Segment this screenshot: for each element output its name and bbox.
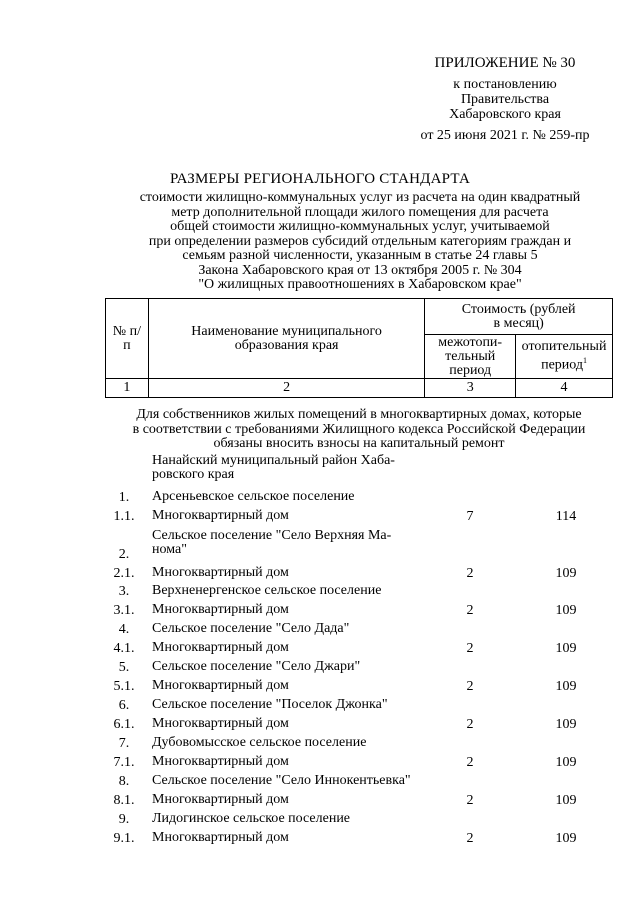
row-name: Многоквартирный дом bbox=[152, 754, 289, 769]
row-offseason-value: 2 bbox=[466, 641, 474, 656]
row-offseason-value: 2 bbox=[466, 755, 474, 770]
row-offseason-value: 2 bbox=[466, 831, 474, 846]
row-heating-value: 109 bbox=[555, 566, 577, 581]
row-number: 2. bbox=[118, 547, 130, 562]
row-name: Сельское поселение "Село Джари" bbox=[152, 659, 361, 674]
row-number: 4. bbox=[118, 622, 130, 637]
row-number: 1.1. bbox=[113, 509, 135, 524]
row-heating-value: 109 bbox=[555, 793, 577, 808]
row-name: Многоквартирный дом bbox=[152, 792, 289, 807]
row-number: 8. bbox=[118, 774, 130, 789]
row-name: Верхненергенское сельское поселение bbox=[152, 583, 382, 598]
appendix-block bbox=[405, 56, 605, 143]
row-heating-value: 109 bbox=[555, 831, 577, 846]
col-index: 3 bbox=[425, 379, 516, 398]
document-subtitle bbox=[110, 191, 610, 293]
row-heating-value: 109 bbox=[555, 641, 577, 656]
row-name: Нанайский муниципальный район Хаба-ровского края bbox=[152, 453, 395, 482]
row-name: Многоквартирный дом bbox=[152, 830, 289, 845]
table-row bbox=[0, 641, 640, 660]
table-header bbox=[105, 298, 613, 398]
section-line: в соответствии с требованиями Жилищного кодекса Российской Федерации bbox=[132, 421, 586, 437]
row-name: Многоквартирный дом bbox=[152, 716, 289, 731]
table-row bbox=[0, 584, 640, 603]
row-name: Дубовомысское сельское поселение bbox=[152, 735, 367, 750]
footnote-mark: 1 bbox=[583, 356, 587, 366]
row-number: 6.1. bbox=[113, 717, 135, 732]
row-name: Многоквартирный дом bbox=[152, 640, 289, 655]
subtitle-line: общей стоимости жилищно-коммунальных услуг, учитываемой bbox=[170, 219, 550, 234]
row-heating-value: 109 bbox=[555, 717, 577, 732]
row-number: 8.1. bbox=[113, 793, 135, 808]
table-row bbox=[0, 812, 640, 831]
row-offseason-value: 2 bbox=[466, 717, 474, 732]
table-row bbox=[0, 490, 640, 509]
table-row bbox=[0, 774, 640, 793]
row-number: 5.1. bbox=[113, 679, 135, 694]
section-line: обязаны вносить взносы на капитальный ремонт bbox=[213, 436, 505, 451]
table-row bbox=[0, 622, 640, 641]
table-row bbox=[0, 660, 640, 679]
row-name: Сельское поселение "Село Дада" bbox=[152, 621, 350, 636]
row-number: 5. bbox=[118, 660, 130, 675]
table-row bbox=[0, 566, 640, 584]
appendix-line: Правительства bbox=[460, 92, 550, 107]
row-name: Лидогинское сельское поселение bbox=[152, 811, 351, 826]
table-row bbox=[0, 509, 640, 529]
row-name: Многоквартирный дом bbox=[152, 508, 289, 523]
subtitle-line: при определении размеров субсидий отдельным категориям граждан и bbox=[148, 233, 572, 249]
row-heating-value: 109 bbox=[555, 755, 577, 770]
col-heating-header: отопительный период$^1$ bbox=[516, 335, 613, 379]
row-name: Арсеньевское сельское поселение bbox=[152, 489, 355, 504]
row-name: Многоквартирный дом bbox=[152, 678, 289, 693]
row-heating-value: 114 bbox=[555, 509, 577, 524]
col-num-header: № п/п bbox=[106, 299, 149, 379]
subtitle-line: семьям разной численности, указанным в статье 24 главы 5 bbox=[182, 248, 538, 263]
appendix-title: ПРИЛОЖЕНИЕ № 30 bbox=[434, 55, 576, 71]
table-row bbox=[0, 603, 640, 622]
subtitle-line: метр дополнительной площади жилого помещения для расчета bbox=[171, 204, 549, 220]
table-row bbox=[0, 717, 640, 736]
row-offseason-value: 7 bbox=[466, 509, 474, 524]
col-index: 1 bbox=[106, 379, 149, 398]
table-row bbox=[0, 529, 640, 566]
table-row bbox=[0, 679, 640, 698]
table-row bbox=[0, 793, 640, 812]
row-heating-value: 109 bbox=[555, 603, 577, 618]
row-heating-value: 109 bbox=[555, 679, 577, 694]
subtitle-line: "О жилищных правоотношениях в Хабаровском крае" bbox=[198, 277, 522, 292]
row-number: 2.1. bbox=[113, 566, 135, 581]
table-row bbox=[0, 736, 640, 755]
row-name: Сельское поселение "Село Иннокентьевка" bbox=[152, 773, 411, 788]
row-name: Многоквартирный дом bbox=[152, 602, 289, 617]
appendix-line: к постановлению bbox=[453, 77, 557, 92]
section-heading bbox=[105, 408, 613, 452]
row-number: 9. bbox=[118, 812, 130, 827]
row-number: 3.1. bbox=[113, 603, 135, 618]
table-row bbox=[0, 454, 640, 490]
row-number: 1. bbox=[118, 490, 130, 505]
row-offseason-value: 2 bbox=[466, 679, 474, 694]
appendix-date: от 25 июня 2021 г. № 259-пр bbox=[420, 128, 590, 143]
row-number: 7. bbox=[118, 736, 130, 751]
table-row bbox=[0, 755, 640, 774]
row-number: 4.1. bbox=[113, 641, 135, 656]
table-row bbox=[0, 831, 640, 850]
row-number: 9.1. bbox=[113, 831, 135, 846]
col-index: 4 bbox=[516, 379, 613, 398]
row-offseason-value: 2 bbox=[466, 566, 474, 581]
col-name-header: Наименование муниципального образования края bbox=[148, 299, 424, 379]
col-cost-header: Стоимость (рублей в месяц) bbox=[425, 299, 613, 335]
col-index: 2 bbox=[148, 379, 424, 398]
row-offseason-value: 2 bbox=[466, 793, 474, 808]
row-number: 7.1. bbox=[113, 755, 135, 770]
row-name: Сельское поселение "Поселок Джонка" bbox=[152, 697, 388, 712]
row-number: 6. bbox=[118, 698, 130, 713]
row-name: Многоквартирный дом bbox=[152, 565, 289, 580]
row-number: 3. bbox=[118, 584, 130, 599]
col-offseason-header: межотопи-тельный период bbox=[425, 335, 516, 379]
subtitle-line: Закона Хабаровского края от 13 октября 2005 г. № 304 bbox=[198, 262, 522, 278]
row-offseason-value: 2 bbox=[466, 603, 474, 618]
subtitle-line: стоимости жилищно-коммунальных услуг из расчета на один квадратный bbox=[139, 190, 581, 205]
document-title: РАЗМЕРЫ РЕГИОНАЛЬНОГО СТАНДАРТА bbox=[169, 171, 471, 187]
row-name: Сельское поселение "Село Верхняя Ма-нома" bbox=[152, 528, 392, 557]
section-line: Для собственников жилых помещений в многоквартирных домах, которые bbox=[136, 407, 582, 422]
table-row bbox=[0, 698, 640, 717]
appendix-line: Хабаровского края bbox=[449, 107, 561, 122]
